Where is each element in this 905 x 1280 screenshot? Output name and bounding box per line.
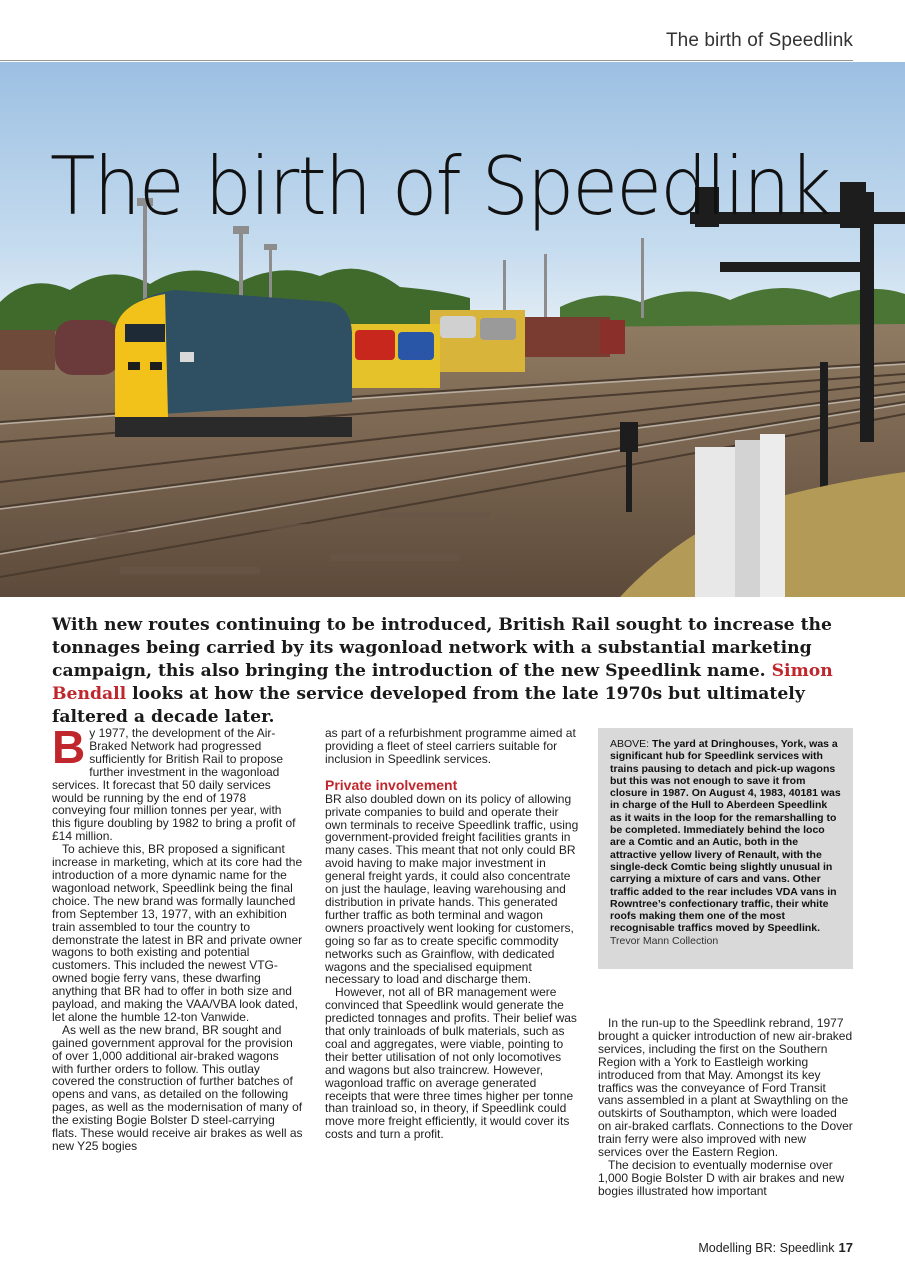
standfirst xyxy=(52,614,852,729)
drop-cap: B xyxy=(52,721,86,773)
paragraph: BR also doubled down on its policy of allowing private companies to build and operate their own terminals to receive Speedlink traffic, using government-provided freight facilities grants in many cases. This meant that not only could BR avoid having to make major investment in general freight yards, it could also concentrate on just the haulage, leaving warehousing and distribution in private hands. This generated further traffic as both terminal and wagon owners proactively went looking for customers, going so far as to create specific commodity networks such as Grainflow, with dedicated wagons and the specialised equipment necessary to load and discharge them. xyxy=(325,791,579,987)
header-rule xyxy=(0,60,853,61)
paragraph: As well as the new brand, BR sought and gained government approval for the provision of over 1,000 additional air-braked wagons with further orders to follow. This outlay covered the construction of further batches of opens and vans, as detailed on the following pages, as well as the modernisation of many of the existing Bogie Bolster D steel-carrying flats. These would receive air brakes as well as new Y25 bogies xyxy=(52,1022,303,1153)
standfirst-text-2: looks at how the service developed from the late 1970s but ultimately faltered a decade later. xyxy=(52,684,805,727)
paragraph xyxy=(52,721,303,844)
relay-cabinets xyxy=(695,434,785,597)
paragraph: as part of a refurbishment programme aimed at providing a fleet of steel carriers suitable for inclusion in Speedlink services. xyxy=(325,726,576,766)
subheading: Private involvement xyxy=(325,776,458,793)
paragraph: The decision to eventually modernise over 1,000 Bogie Bolster D with air brakes and new bogies illustrated how important xyxy=(598,1157,845,1198)
page-number: 17 xyxy=(838,1240,853,1255)
hero-photo xyxy=(0,62,905,597)
caption-body: The yard at Dringhouses, York, was a significant hub for Speedlink services with trains pausing to detach and pick-up wagons but this was not enough to save it from closure in 1987. On August 4, 1983, 40181 was in charge of the Hull to Aberdeen Speedlink as it waits in the loop for the remarshalling to be completed. Immediately behind the loco are a Comtic and an Autic, both in the attractive yellow livery of Renault, with the single-deck Comtic being slightly unusual in carrying a mixture of cars and vans. Other traffic added to the rear includes VDA vans in Rowntree’s confectionary traffic, their white roofs making them one of the most recognisable traffics moved by Speedlink. xyxy=(610,738,841,935)
paragraph: To achieve this, BR proposed a significant increase in marketing, which at its core had the introduction of a more dynamic name for the wagonload network, Speedlink being the final choice. The new brand was formally launched from September 13, 1977, with an exhibition train assembled to tour the country to demonstrate the latest in BR and private owner wagons to both existing and potential customers. This included the newest VTG-owned bogie ferry vans, these dwarfing anything that BR had to offer in both size and payload, and making the VAA/VBA look dated, let alone the humble 12-ton Vanwide. xyxy=(52,842,303,1024)
caption-label: ABOVE: xyxy=(610,738,653,750)
photo-caption xyxy=(598,728,853,969)
publication-name: Modelling BR: Speedlink xyxy=(698,1241,835,1255)
paragraph-text: y 1977, the development of the Air-Braked Network had progressed sufficiently for British Rail to propose further investment in the wagonload services. It forecast that 50 daily services would be running by the end of 1978 conveying four million tonnes per year, with this figure doubling by 1982 to bring a profit of £14 million. xyxy=(52,726,296,844)
standfirst-text-1: With new routes continuing to be introduced, British Rail sought to increase the tonnages being carried by its wagonload network with a substantial marketing campaign, this also bringing the introduction of the new Speedlink name. xyxy=(52,615,832,681)
article-title: The birth of Speedlink xyxy=(50,140,830,233)
article-column-2 xyxy=(325,727,579,1141)
paragraph: In the run-up to the Speedlink rebrand, 1977 brought a quicker introduction of new air-braked services, including the first on the Southern Region with a York to Eastleigh working introduced from that May. Amongst its key traffics was the conveyance of Ford Transit vans assembled in a plant at Swaythling on the outskirts of Southampton, which were loaded on air-braked carflats. Connections to the Dover train ferry were also improved with new services over the Eastern Region. xyxy=(598,1016,853,1160)
running-header: The birth of Speedlink xyxy=(665,30,853,51)
page-footer xyxy=(698,1240,853,1255)
photo-credit: Trevor Mann Collection xyxy=(610,934,719,947)
author-name: Simon Bendall xyxy=(52,661,833,704)
article-column-1 xyxy=(52,721,303,1153)
article-column-3 xyxy=(598,1017,853,1198)
paragraph: However, not all of BR management were convinced that Speedlink would generate the predicted tonnages and profits. Their belief was that only trainloads of bulk materials, such as coal and aggregates, were viable, pointing to their better utilisation of not only locomotives and wagons but also traincrew. However, wagonload traffic on average generated receipts that were three times higher per tonne than trainload so, in theory, if Speedlink could move more freight efficiently, it would cover its costs and turn a profit. xyxy=(325,985,577,1142)
